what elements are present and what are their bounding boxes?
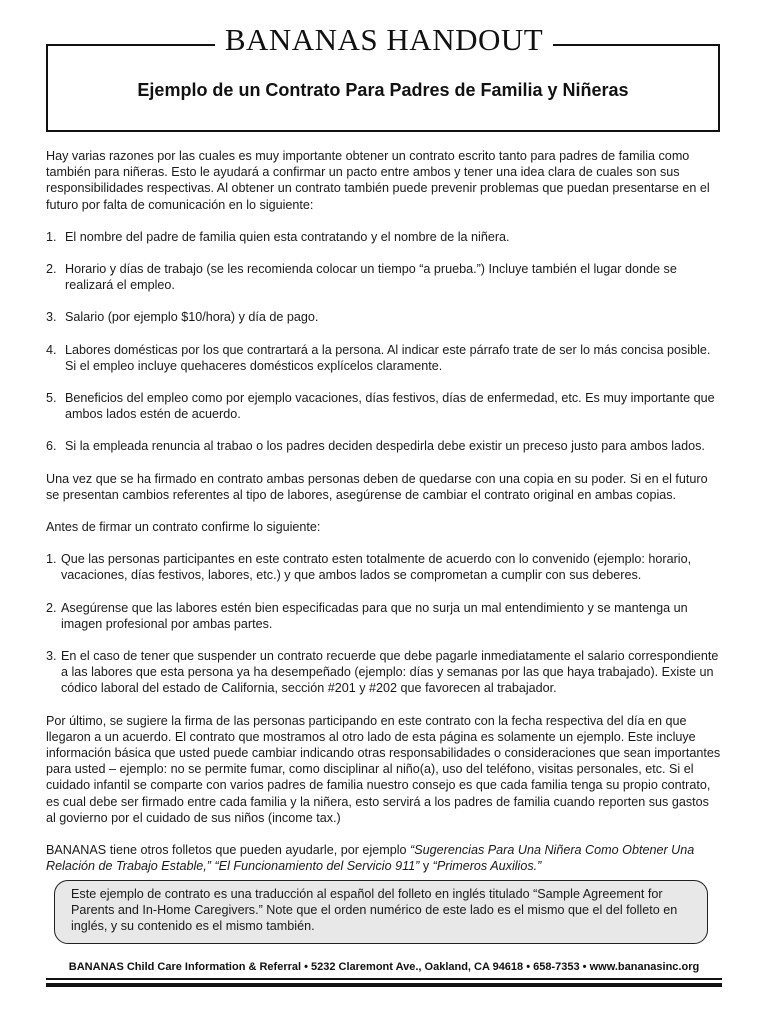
handout-title: “Sugerencias Para Una Niñera Como Obtener Una Relación de Trabajo Estable,” <box>46 843 695 874</box>
footer-divider <box>46 983 722 987</box>
translation-note <box>54 880 708 944</box>
list-item <box>46 261 722 293</box>
list-number: 1. <box>46 229 57 244</box>
list-text: Labores domésticas por los que contrartará a la persona. Al indicar este párrafo trate de ser lo más concisa posible. Si el empleo incluye quehaceres domésticos explícelos claramente. <box>65 342 711 373</box>
list-text: El nombre del padre de familia quien esta contratando y el nombre de la niñera. <box>65 229 510 244</box>
list-item <box>46 438 722 454</box>
list-number: 3. <box>46 649 57 664</box>
list-number: 2. <box>46 600 57 615</box>
list-text: Que las personas participantes en este contrato esten totalmente de acuerdo con lo convenido (ejemplo: horario, vacaciones, días festivos, labores, etc.) y que ambos lados se comprometan a cumplir con sus deberes. <box>61 552 692 583</box>
footer-divider <box>46 978 722 980</box>
list-text: Salario (por ejemplo $10/hora) y día de pago. <box>65 310 319 325</box>
document-title: Ejemplo de un Contrato Para Padres de Familia y Niñeras <box>137 80 629 100</box>
list-item <box>46 551 722 583</box>
final-paragraph: Por último, se sugiere la firma de las personas participando en este contrato con la fecha respectiva del día en que llegaron a un acuerdo. El contrato que mostramos al otro lado de esta página es solamente un ejemplo. Este incluye información básica que usted puede cambiar indicando otras responsabilidades o consideraciones que sean importantes para usted – ejemplo: no se permite fumar, como disciplinar al niño(a), uso del teléfono, visitas personales, etc. Si el cuidado infantil se comparte con varios padres de familia nuestro consejo es que cada familia tenga su propio contrato, es cual debe ser firmado entre cada familia y la niñera, esto servirá a los padres de familia cuando reporten sus gastos al govierno por el cuidado de sus niños (income tax.) <box>46 713 721 825</box>
list-text: En el caso de tener que suspender un contrato recuerde que debe pagarle inmediatamente el salario correspondiente a las labores que esta persona ya ha desempeñado (ejemplo: días y semanas por las que haya trabajado). Existe un códico laboral del estado de California, sección #201 y #202 que favorecen al trabajador. <box>61 649 719 696</box>
handout-title: “El Funcionamiento del Servicio 911” <box>214 859 420 874</box>
footer-contact: BANANAS Child Care Information & Referral • 5232 Claremont Ave., Oakland, CA 94618 • 658-7353 • www.bananasinc.org <box>68 961 700 973</box>
other-handouts-paragraph <box>46 842 722 874</box>
brand-title: BANANAS HANDOUT <box>0 22 768 58</box>
other-handouts-lead: BANANAS tiene otros folletos que pueden ayudarle, por ejemplo <box>46 843 411 858</box>
list-number: 4. <box>46 342 57 357</box>
intro-paragraph: Hay varias razones por las cuales es muy importante obtener un contrato escrito tanto para padres de familia como también para niñeras. Esto le ayudará a confirmar un pacto entre ambos y tener una idea clara de cuales son sus responsibilidades respectivas. Al obtener un contrato también puede prevenir problemas que puedan presentarse en el futuro por falta de comunicación en lo siguiente: <box>46 149 710 212</box>
list-item <box>46 648 722 697</box>
list-item <box>46 342 722 374</box>
list-number: 3. <box>46 310 57 325</box>
list-item <box>46 390 722 422</box>
translation-note-text: Este ejemplo de contrato es una traducción al español del folleto en inglés titulado “Sample Agreement for Parents and In-Home Caregivers.” Note que el orden numérico de este lado es el mismo que el del folleto en inglés, y su contenido es el mismo también. <box>71 887 678 934</box>
list-text: Si la empleada renuncia al trabao o los padres deciden despedirla debe existir un preceso justo para ambos lados. <box>65 439 705 454</box>
list-item <box>46 309 722 325</box>
list-text: Horario y días de trabajo (se les recomienda colocar un tiempo “a prueba.”) Incluye también el lugar donde se realizará el empleo. <box>65 262 677 293</box>
list-text: Asegúrense que las labores estén bien especificadas para que no surja un mal entendimiento y se mantenga un imagen profesional por ambas partes. <box>61 600 688 631</box>
list-number: 6. <box>46 439 57 454</box>
list-number: 5. <box>46 391 57 406</box>
document-body <box>46 148 722 875</box>
list-text: Beneficios del empleo como por ejemplo vacaciones, días festivos, días de enfermedad, etc. Es muy importante que ambos lados estén de acuerdo. <box>65 391 715 422</box>
copy-paragraph: Una vez que se ha firmado en contrato ambas personas deben de quedarse con una copia en su poder. Si en el futuro se presentan cambios referentes al tipo de labores, asegúrense de cambiar el contrato original en ambas copias. <box>46 471 708 502</box>
conjunction: y <box>419 859 433 874</box>
list-item <box>46 600 722 632</box>
list-item <box>46 229 722 245</box>
list-number: 1. <box>46 552 57 567</box>
list-number: 2. <box>46 262 57 277</box>
before-signing-paragraph: Antes de firmar un contrato confirme lo siguiente: <box>46 520 321 535</box>
handout-title: “Primeros Auxilios.” <box>432 859 542 874</box>
